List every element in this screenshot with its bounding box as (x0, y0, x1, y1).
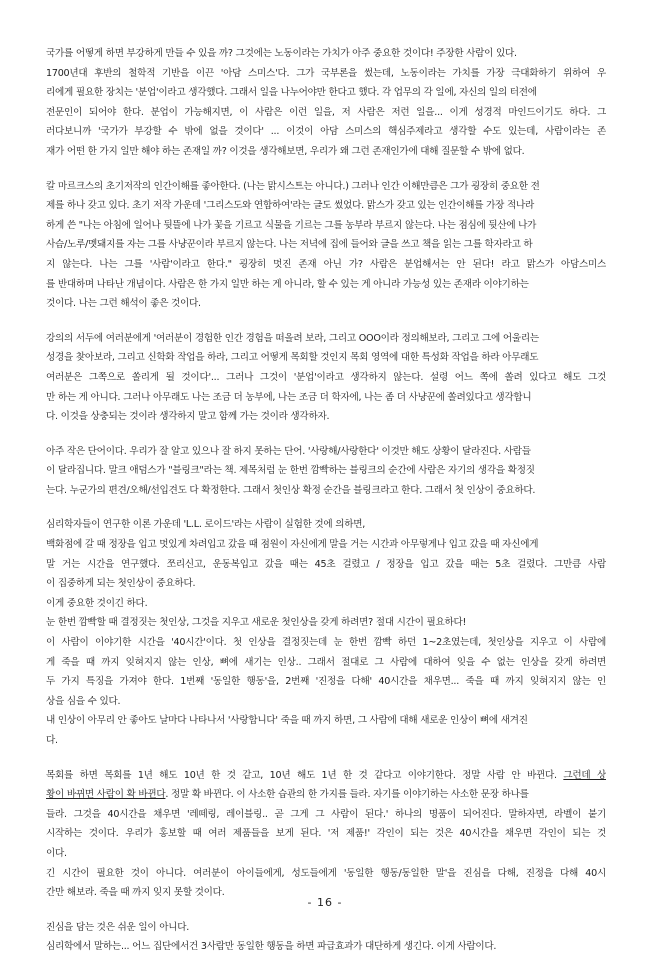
paragraph (46, 177, 606, 314)
text-line: 내 인상이 아무리 안 좋아도 날마다 나타나서 '사랑합니다' 죽을 때 까지 하면, 그 사람에 대해 새로운 인상이 뼈에 새겨진 (46, 715, 528, 727)
text-line: 이게 중요한 것이긴 하다. (46, 597, 148, 609)
text-line: 심리학에서 말하는... 어느 집단에서건 3사람만 동일한 행동을 하면 파급효과가 대단하게 생긴다. 이게 사람이다. (46, 941, 497, 953)
text-line: 칼 마르크스의 초기저작의 인간이해를 좋아한다. (나는 맑시스트는 아니다.) 그러나 인간 이해만큼은 그가 굉장히 중요한 전 (46, 180, 540, 192)
text-line: 것이다. 나는 그런 해석이 좋은 것이다. (46, 298, 201, 310)
document-body (46, 44, 606, 957)
text-line: 이 달라집니다. 말크 애덤스가 "블링크"라는 책. 제목처럼 눈 한번 깜빡하는 블링크의 순간에 사람은 자기의 생각을 확정짓 (46, 465, 535, 477)
text-line: 목회를 하면 목회를 1년 해도 10년 한 것 같고, 10년 해도 1년 한 것 같다고 이야기한다. 정말 사람 안 바뀐다. 그런데 상 (46, 769, 606, 781)
text-line: 러다보니까 '국가가 부강할 수 밖에 없을 것이다' ... 이것이 아담 스미스의 핵심주제라고 생각할 수도 있는데, 사람이라는 존 (46, 126, 606, 138)
text-line: 하게 쓴 "나는 아침에 일어나 뒷뜰에 나가 꽃을 기르고 식물을 기르는 그를 농부라 부르지 않는다. 나는 점심에 뒷산에 나가 (46, 219, 537, 231)
text-line: 눈 한번 깜빡할 때 결정짓는 첫인상, 그것을 지우고 새로운 첫인상을 갖게 하려면? 절대 시간이 필요하다! (46, 617, 467, 629)
paragraph (46, 918, 606, 957)
page-number: - 16 - (307, 896, 343, 909)
text-line: 를 반대하며 나타난 개념이다. 사람은 한 가지 일만 하는 게 아니라, 할 수 있는 게 아니라 가능성 있는 존재라 이야기하는 (46, 278, 529, 290)
text-line: 진심을 담는 것은 쉬운 일이 아니다. (46, 921, 190, 933)
text-line: 시작하는 것이다. 우리가 홍보할 때 여러 제품들을 보게 된다. '저 제품!' 각인이 되는 것은 40시간을 채우면 각인이 되는 것 (46, 828, 606, 840)
text-line: 제를 하나 갖고 있다. 초기 저작 가운데 '그리스도와 연합하여'라는 글도 썼었다. 맑스가 갖고 있는 인간이해를 가장 적나라 (46, 200, 535, 212)
text-line: 긴 시간이 필요한 것이 아니다. 여러분이 아이들에게, 성도들에게 '동일한 행동/동일한 말'을 진심을 다해, 진정을 다해 40시 (46, 867, 606, 879)
text-line: 1700년대 후반의 철학적 기반을 이끈 '아담 스미스'다. 그가 국부론을 썼는데, 노동이라는 가치를 가장 극대화하기 위하여 우 (46, 67, 606, 79)
text-line: 아주 작은 단어이다. 우리가 잘 알고 있으나 잘 하지 못하는 단어. '사랑해/사랑한다' 이것만 해도 상황이 달라진다. 사람들 (46, 445, 531, 457)
text-line: 지 않는다. 나는 그를 '사람'이라고 한다." 굉장히 멋진 존재 아닌 가? 사람은 분업해서는 안 된다! 라고 맑스가 아담스미스 (46, 258, 606, 270)
text-line: 는다. 누군가의 편견/오해/선입견도 다 확정한다. 그래서 첫인상 확정 순간을 블링크라고 한다. 그래서 첫 인상이 중요하다. (46, 484, 536, 496)
text-line: 두 가지 특징을 가져야 한다. 1번째 '동일한 행동'을, 2번째 '진정을 다해' 40시간을 채우면... 죽을 때 까지 잊혀지지 않는 인 (46, 676, 606, 688)
text-line: 강의의 서두에 여러분에게 '여러분이 경험한 인간 경험을 떠올려 보라, 그리고 OOO이라 정의해보라, 그리고 그에 어울리는 (46, 332, 539, 344)
text-line: 재가 어떤 한 가지 일만 해야 하는 존재일 까? 이것을 생각해보면, 우리가 왜 그런 존재인가에 대해 질문할 수 밖에 없다. (46, 145, 525, 157)
paragraph (46, 442, 606, 501)
text-line: 성경을 찾아보라, 그리고 신학화 작업을 하라, 그리고 어떻게 목회할 것인지 목회 영역에 대한 특성화 작업을 하라 아무래도 (46, 352, 539, 364)
text-line: 상을 심을 수 있다. (46, 695, 121, 707)
text-line: 말 거는 시간을 연구했다. 쪼리신고, 운동복입고 갔을 때는 45초 걸렸고 / 정장을 입고 갔을 때는 5초 걸렸다. 그만큼 사람 (46, 558, 606, 570)
text-line: 게 죽을 때 까지 잊혀지지 않는 인상, 뼈에 새기는 인상.. 그래서 절대로 그 사람에 대하여 잊을 수 없는 인상을 갖게 하려면 (46, 656, 606, 668)
text-line: 이다. (46, 847, 67, 859)
text-line: 간만 해보라. 죽을 때 까지 잊지 못할 것이다. (46, 887, 225, 899)
text-line: 심리학자들이 연구한 이론 가운데 'L.L. 로이드'라는 사람이 실험한 것에 의하면, (46, 519, 366, 531)
text-line: 리에게 필요한 장치는 '분업'이라고 생각했다. 그래서 일을 나누어야만 한다고 했다. 각 업무의 각 일에, 자신의 일의 터전에 (46, 87, 537, 99)
text-line: 전문인이 되어야 한다. 분업이 가능해지면, 이 사람은 이런 일을, 저 사람은 저런 일을... 이게 성경적 마인드이기도 하다. 그 (46, 106, 606, 118)
text-line: 만 하는 게 아니다. 그러나 아무래도 나는 조금 더 농부에, 나는 조금 더 학자에, 나는 좀 더 사냥꾼에 쏠려있다고 생각합니 (46, 391, 532, 403)
paragraph (46, 329, 606, 427)
text-line: 들라. 그것을 40시간을 채우면 '레떼링, 레이블링.. 곧 그게 그 사람이 된다.' 하나의 명품이 되어진다. 말하자면, 라벨이 붙기 (46, 808, 606, 820)
text-line: 다. (46, 735, 58, 746)
text-line: 이 집중하게 되는 첫인상이 중요하다. (46, 578, 196, 590)
text-line: 이 사람이 이야기한 시간을 '40시간'이다. 첫 인상을 결정짓는데 눈 한번 깜빡 하던 1~2초였는데, 첫인상을 지우고 이 사람에 (46, 637, 606, 649)
text-line: 사슴/노루/멧돼지를 자는 그를 사냥꾼이라 부르지 않는다. 나는 저녁에 집에 들어와 글을 쓰고 책을 읽는 그를 학자라고 하 (46, 239, 533, 251)
paragraph (46, 766, 606, 903)
text-line: 여러분은 그쪽으로 쏠리게 될 것이다'... 그러나 그것이 '분업'이라고 생각하지 않는다. 설령 어느 쪽에 쏠려 있다고 해도 그것 (46, 371, 606, 383)
text-line: 백화점에 갈 때 정장을 입고 멋있게 차려입고 갔을 때 점원이 자신에게 말을 거는 시간과 아무렇게나 입고 갔을 때 자신에게 (46, 539, 539, 551)
text-line: 국가를 어떻게 하면 부강하게 만들 수 있을 까? 그것에는 노동이라는 가치가 아주 중요한 것이다! 주장한 사람이 있다. (46, 48, 517, 59)
text-line: 다. 이것을 상충되는 것이라 생각하지 말고 함께 가는 것이라 생각하자. (46, 411, 330, 423)
text-line: 황이 바뀌면 사람이 확 바뀐다. 정말 확 바뀐다. 이 사소한 습관의 한 가지를 들라. 자기를 이야기하는 사소한 문장 하나를 (46, 789, 529, 801)
paragraph (46, 44, 606, 162)
paragraph (46, 515, 606, 750)
